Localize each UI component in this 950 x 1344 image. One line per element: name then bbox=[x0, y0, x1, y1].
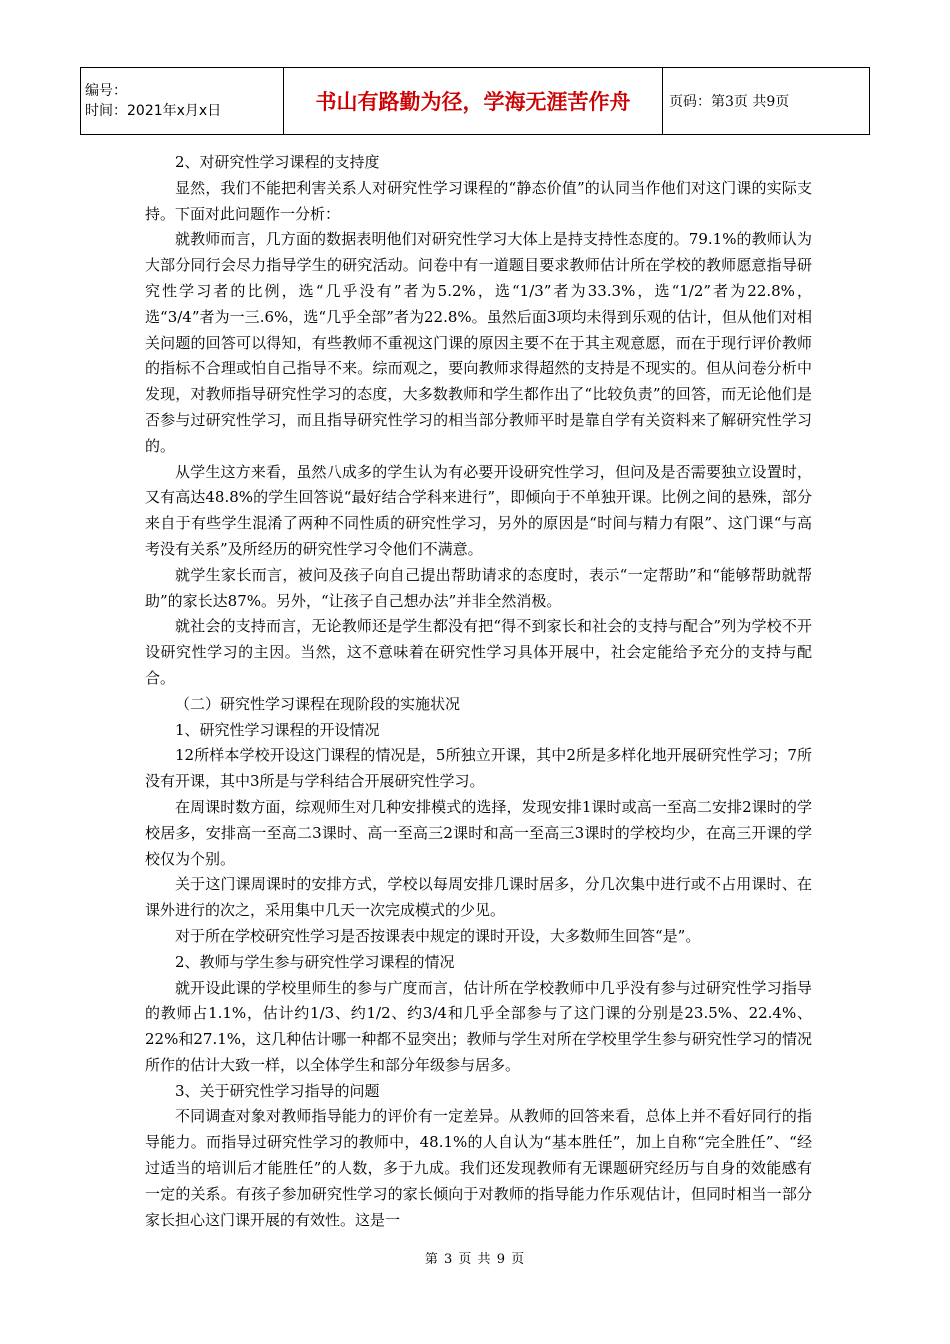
header-page-info: 页码：第3页 共9页 bbox=[663, 68, 870, 135]
paragraph: 就学生家长而言，被问及孩子向自己提出帮助请求的态度时，表示“一定帮助”和“能够帮助就帮助”的家长达87%。另外，“让孩子自己想办法”并非全然消极。 bbox=[145, 565, 812, 610]
paragraph: 就教师而言，几方面的数据表明他们对研究性学习大体上是持支持性态度的。79.1%的教师认为大部分同行会尽力指导学生的研究活动。问卷中有一道题目要求教师估计所在学校的教师愿意指导研究性学习者的比例，选“几乎没有”者为5.2%，选“1/3”者为33.3%，选“1/2”者为22.8%，选“3/4”者为一三.6%，选“几乎全部”者为22.8%。虽然后面3项均未得到乐观的估计，但从他们对相关问题的回答可以得知，有些教师不重视这门课的原因主要不在于其主观意愿，而在于现行评价教师的指标不合理或怕自己指导不来。综而观之，要向教师求得超然的支持是不现实的。但从问卷分析中发现，对教师指导研究性学习的态度，大多数教师和学生都作出了“比较负责”的回答，而无论他们是否参与过研究性学习，而且指导研究性学习的相当部分教师平时是靠自学有关资料来了解研究性学习的。 bbox=[145, 230, 812, 455]
page-header bbox=[80, 67, 870, 135]
document-body bbox=[145, 150, 812, 1233]
section-heading: （二）研究性学习课程在现阶段的实施状况 bbox=[175, 694, 461, 713]
paragraph: 就开设此课的学校里师生的参与广度而言，估计所在学校教师中几乎没有参与过研究性学习指导的教师占1.1%，估计约1/3、约1/2、约3/4和几乎全部参与了这门课的分别是23.5%、22.4%、22%和27.1%，这几种估计哪一种都不显突出；教师与学生对所在学校里学生参与研究性学习的情况所作的估计大致一样，以全体学生和部分年级参与居多。 bbox=[145, 978, 812, 1074]
page-footer: 第 3 页 共 9 页 bbox=[424, 1252, 526, 1267]
section-heading: 2、对研究性学习课程的支持度 bbox=[175, 153, 380, 171]
paragraph: 12所样本学校开设这门课程的情况是，5所独立开课，其中2所是多样化地开展研究性学习；7所没有开课，其中3所是与学科结合开展研究性学习。 bbox=[145, 746, 812, 791]
paragraph: 对于所在学校研究性学习是否按课表中规定的课时开设，大多数师生回答“是”。 bbox=[175, 926, 701, 945]
paragraph: 就社会的支持而言，无论教师还是学生都没有把“得不到家长和社会的支持与配合”列为学校不开设研究性学习的主因。当然，这不意味着在研究性学习具体开展中，社会定能给予充分的支持与配合。 bbox=[145, 617, 812, 687]
paragraph: 从学生这方来看，虽然八成多的学生认为有必要开设研究性学习，但问及是否需要独立设置时，又有高达48.8%的学生回答说“最好结合学科来进行”，即倾向于不单独开课。比例之间的悬殊，部分来自于有些学生混淆了两种不同性质的研究性学习，另外的原因是“时间与精力有限”、这门课“与高考没有关系”及所经历的研究性学习令他们不满意。 bbox=[145, 462, 812, 558]
section-heading: 2、教师与学生参与研究性学习课程的情况 bbox=[175, 952, 455, 971]
document-time-label: 时间：2021年x月x日 bbox=[85, 103, 222, 119]
paragraph: 不同调查对象对教师指导能力的评价有一定差异。从教师的回答来看，总体上并不看好同行的指导能力。而指导过研究性学习的教师中，48.1%的人自认为“基本胜任”，加上自称“完全胜任”、“经过适当的培训后才能胜任”的人数，多于九成。我们还发现教师有无课题研究经历与自身的效能感有一定的关系。有孩子参加研究性学习的家长倾向于对教师的指导能力作乐观估计，但同时相当一部分家长担心这门课开展的有效性。这是一 bbox=[145, 1107, 812, 1229]
header-motto: 书山有路勤为径，学海无涯苦作舟 bbox=[284, 68, 663, 135]
section-heading: 3、关于研究性学习指导的问题 bbox=[175, 1081, 380, 1100]
section-heading: 1、研究性学习课程的开设情况 bbox=[175, 720, 380, 739]
paragraph: 在周课时数方面，综观师生对几种安排模式的选择，发现安排1课时或高一至高二安排2课时的学校居多，安排高一至高二3课时、高一至高三2课时和高一至高三3课时的学校均少，在高三开课的学校仅为个别。 bbox=[145, 797, 812, 868]
paragraph: 关于这门课周课时的安排方式，学校以每周安排几课时居多，分几次集中进行或不占用课时、在课外进行的次之，采用集中几天一次完成模式的少见。 bbox=[145, 875, 812, 920]
header-meta bbox=[81, 68, 284, 135]
paragraph: 显然，我们不能把利害关系人对研究性学习课程的“静态价值”的认同当作他们对这门课的实际支持。下面对此问题作一分析： bbox=[145, 178, 812, 223]
document-number-label: 编号： bbox=[85, 83, 127, 99]
